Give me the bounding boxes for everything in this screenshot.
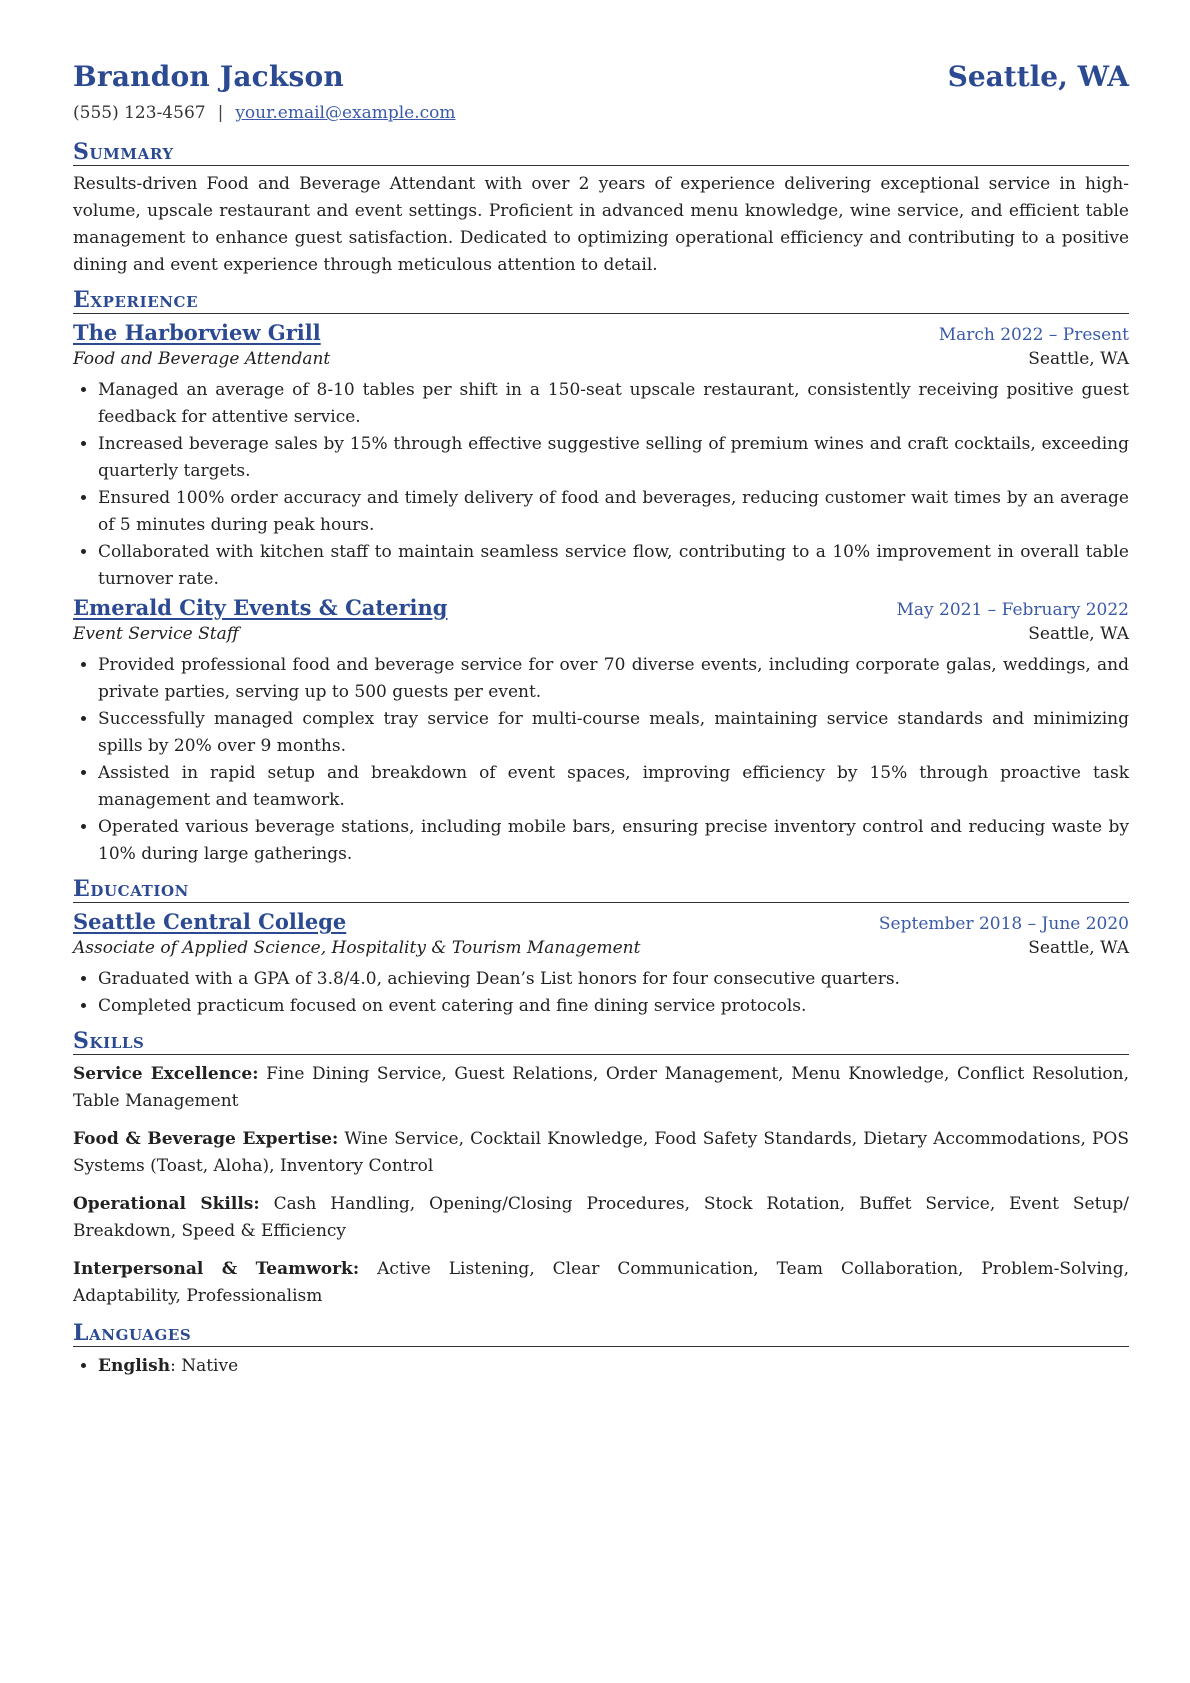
job-title: Food and Beverage Attendant bbox=[73, 349, 331, 369]
skill-group-label: Interpersonal & Teamwork: bbox=[73, 1259, 360, 1279]
email-link[interactable]: your.email@example.com bbox=[235, 103, 456, 123]
skill-group bbox=[73, 1126, 1129, 1180]
achievement-item: • Ensured 100% order accuracy and timely delivery of food and beverages, reducing customer wait times by an average of 5 minutes during peak hours. bbox=[98, 485, 1129, 539]
job-location: Seattle, WA bbox=[1028, 349, 1129, 369]
skill-group-items: Active Listening, Clear Communication, Team Collaboration, Problem-Solving, Adaptability, Professionalism bbox=[73, 1259, 1130, 1306]
skill-group-label: Operational Skills: bbox=[73, 1194, 260, 1214]
phone-number: (555) 123-4567 bbox=[73, 103, 206, 123]
education-highlights bbox=[73, 966, 1129, 1020]
experience-entry bbox=[73, 595, 1129, 868]
education-highlight-item: • Completed practicum focused on event catering and fine dining service protocols. bbox=[98, 993, 1129, 1020]
employment-dates: March 2022 – Present bbox=[938, 325, 1129, 345]
skill-group-label: Food & Beverage Expertise: bbox=[73, 1129, 339, 1149]
education-entry bbox=[73, 909, 1129, 1020]
language-name: English bbox=[98, 1356, 171, 1376]
achievement-item: • Provided professional food and beverage service for over 70 diverse events, including corporate galas, weddings, and private parties, serving up to 500 guests per event. bbox=[98, 652, 1129, 706]
summary-heading: Summary bbox=[73, 139, 1129, 166]
employment-dates: May 2021 – February 2022 bbox=[896, 600, 1129, 620]
education-highlight-item: • Graduated with a GPA of 3.8/4.0, achieving Dean’s List honors for four consecutive quarters. bbox=[98, 966, 1129, 993]
achievement-item: • Managed an average of 8-10 tables per shift in a 150-seat upscale restaurant, consistently receiving positive guest feedback for attentive service. bbox=[98, 377, 1129, 431]
skill-group-items: Fine Dining Service, Guest Relations, Order Management, Menu Knowledge, Conflict Resolution, Table Management bbox=[73, 1064, 1129, 1111]
achievement-list bbox=[73, 377, 1129, 593]
skill-group-items: Wine Service, Cocktail Knowledge, Food Safety Standards, Dietary Accommodations, POS Systems (Toast, Aloha), Inventory Control bbox=[73, 1129, 1129, 1176]
resume-page bbox=[73, 60, 1129, 1380]
school-name[interactable]: Seattle Central College bbox=[73, 909, 347, 934]
employer-name[interactable]: Emerald City Events & Catering bbox=[73, 595, 448, 620]
skills-heading: Skills bbox=[73, 1028, 1129, 1055]
resume-header bbox=[73, 60, 1129, 93]
languages-heading: Languages bbox=[73, 1320, 1129, 1347]
employer-name[interactable]: The Harborview Grill bbox=[73, 320, 321, 345]
achievement-item: • Increased beverage sales by 15% through effective suggestive selling of premium wines and craft cocktails, exceeding quarterly targets. bbox=[98, 431, 1129, 485]
skill-group-label: Service Excellence: bbox=[73, 1064, 259, 1084]
contact-line bbox=[73, 103, 1129, 123]
achievement-list bbox=[73, 652, 1129, 868]
skill-group bbox=[73, 1061, 1129, 1115]
language-item bbox=[98, 1353, 1129, 1380]
skill-group bbox=[73, 1256, 1129, 1310]
candidate-location: Seattle, WA bbox=[947, 60, 1129, 93]
skill-group-items: Cash Handling, Opening/Closing Procedures, Stock Rotation, Buffet Service, Event Setup/ Breakdown, Speed & Efficiency bbox=[73, 1194, 1129, 1241]
contact-separator: | bbox=[217, 103, 224, 123]
experience-entry bbox=[73, 320, 1129, 593]
summary-text: Results-driven Food and Beverage Attendant with over 2 years of experience delivering exceptional service in high-volume, upscale restaurant and event settings. Proficient in advanced menu knowledge, wine service, and efficient table management to enhance guest satisfaction. Dedicated to optimizing operational efficiency and contributing to a positive dining and event experience through meticulous attention to detail. bbox=[73, 174, 1129, 275]
experience-heading: Experience bbox=[73, 287, 1129, 314]
achievement-item: • Operated various beverage stations, including mobile bars, ensuring precise inventory control and reducing waste by 10% during large gatherings. bbox=[98, 814, 1129, 868]
school-location: Seattle, WA bbox=[1028, 938, 1129, 958]
language-list bbox=[73, 1353, 1129, 1380]
degree-title: Associate of Applied Science, Hospitality & Tourism Management bbox=[73, 938, 641, 958]
education-heading: Education bbox=[73, 876, 1129, 903]
job-title: Event Service Staff bbox=[73, 624, 239, 644]
achievement-item: • Successfully managed complex tray service for multi-course meals, maintaining service standards and minimizing spills by 20% over 9 months. bbox=[98, 706, 1129, 760]
skill-group bbox=[73, 1191, 1129, 1245]
candidate-name: Brandon Jackson bbox=[73, 60, 344, 93]
achievement-item: • Collaborated with kitchen staff to maintain seamless service flow, contributing to a 10% improvement in overall table turnover rate. bbox=[98, 539, 1129, 593]
education-dates: September 2018 – June 2020 bbox=[878, 914, 1129, 934]
job-location: Seattle, WA bbox=[1028, 624, 1129, 644]
achievement-item: • Assisted in rapid setup and breakdown of event spaces, improving efficiency by 15% through proactive task management and teamwork. bbox=[98, 760, 1129, 814]
language-level: : Native bbox=[170, 1356, 239, 1376]
